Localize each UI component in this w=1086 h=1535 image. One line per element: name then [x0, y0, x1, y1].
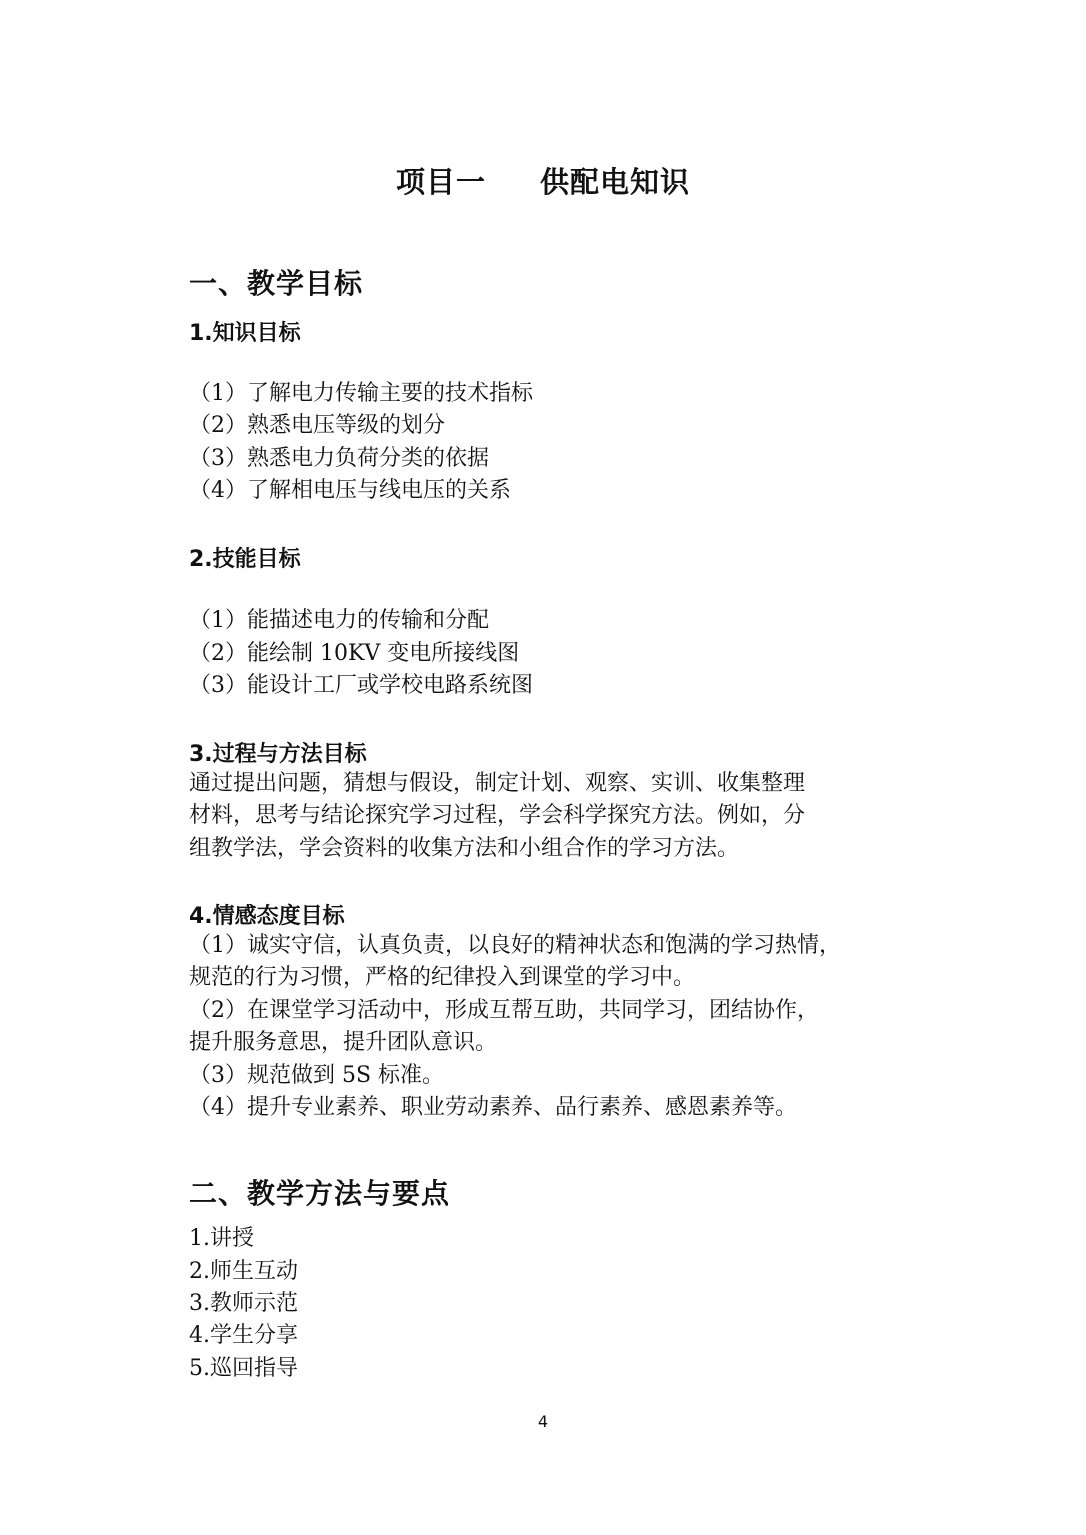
- method-item: 1.讲授: [189, 1226, 254, 1251]
- method-item: 5.巡回指导: [189, 1356, 298, 1381]
- section-heading-methods: 二、教学方法与要点: [189, 1177, 451, 1210]
- page-number: 4: [537, 1412, 549, 1431]
- subheading-skill-goals: 2.技能目标: [189, 547, 301, 572]
- method-item: 2.师生互动: [189, 1259, 298, 1284]
- process-paragraph-line: 通过提出问题，猜想与假设，制定计划、观察、实训、收集整理: [189, 771, 806, 796]
- process-paragraph-line: 组教学法，学会资料的收集方法和小组合作的学习方法。: [189, 836, 740, 861]
- section-heading-teaching-goals: 一、教学目标: [189, 267, 364, 300]
- process-paragraph-line: 材料，思考与结论探究学习过程，学会科学探究方法。例如，分: [189, 803, 806, 828]
- skill-item: （1）能描述电力的传输和分配: [189, 608, 489, 633]
- page-title: [0, 160, 1086, 201]
- knowledge-item: （2）熟悉电压等级的划分: [189, 413, 445, 438]
- knowledge-item: （1）了解电力传输主要的技术指标: [189, 381, 533, 406]
- emotion-paragraph-line: （4）提升专业素养、职业劳动素养、品行素养、感恩素养等。: [189, 1095, 797, 1120]
- knowledge-item: （3）熟悉电力负荷分类的依据: [189, 446, 489, 471]
- subheading-process-goals: 3.过程与方法目标: [189, 742, 367, 767]
- title-topic: 供配电知识: [540, 165, 691, 199]
- title-project-number: 项目一: [395, 165, 486, 199]
- emotion-paragraph-line: （3）规范做到 5S 标准。: [189, 1063, 445, 1088]
- method-item: 3.教师示范: [189, 1291, 298, 1316]
- emotion-paragraph-line: 提升服务意思，提升团队意识。: [189, 1030, 498, 1055]
- subheading-knowledge-goals: 1.知识目标: [189, 321, 301, 346]
- knowledge-item: （4）了解相电压与线电压的关系: [189, 478, 511, 503]
- emotion-paragraph-line: （1）诚实守信，认真负责，以良好的精神状态和饱满的学习热情，: [189, 933, 841, 958]
- emotion-paragraph-line: （2）在课堂学习活动中，形成互帮互助，共同学习，团结协作，: [189, 998, 819, 1023]
- skill-item: （3）能设计工厂或学校电路系统图: [189, 673, 533, 698]
- emotion-paragraph-line: 规范的行为习惯，严格的纪律投入到课堂的学习中。: [189, 965, 696, 990]
- subheading-emotion-goals: 4.情感态度目标: [189, 904, 345, 929]
- skill-item: （2）能绘制 10KV 变电所接线图: [189, 641, 520, 666]
- method-item: 4.学生分享: [189, 1323, 298, 1348]
